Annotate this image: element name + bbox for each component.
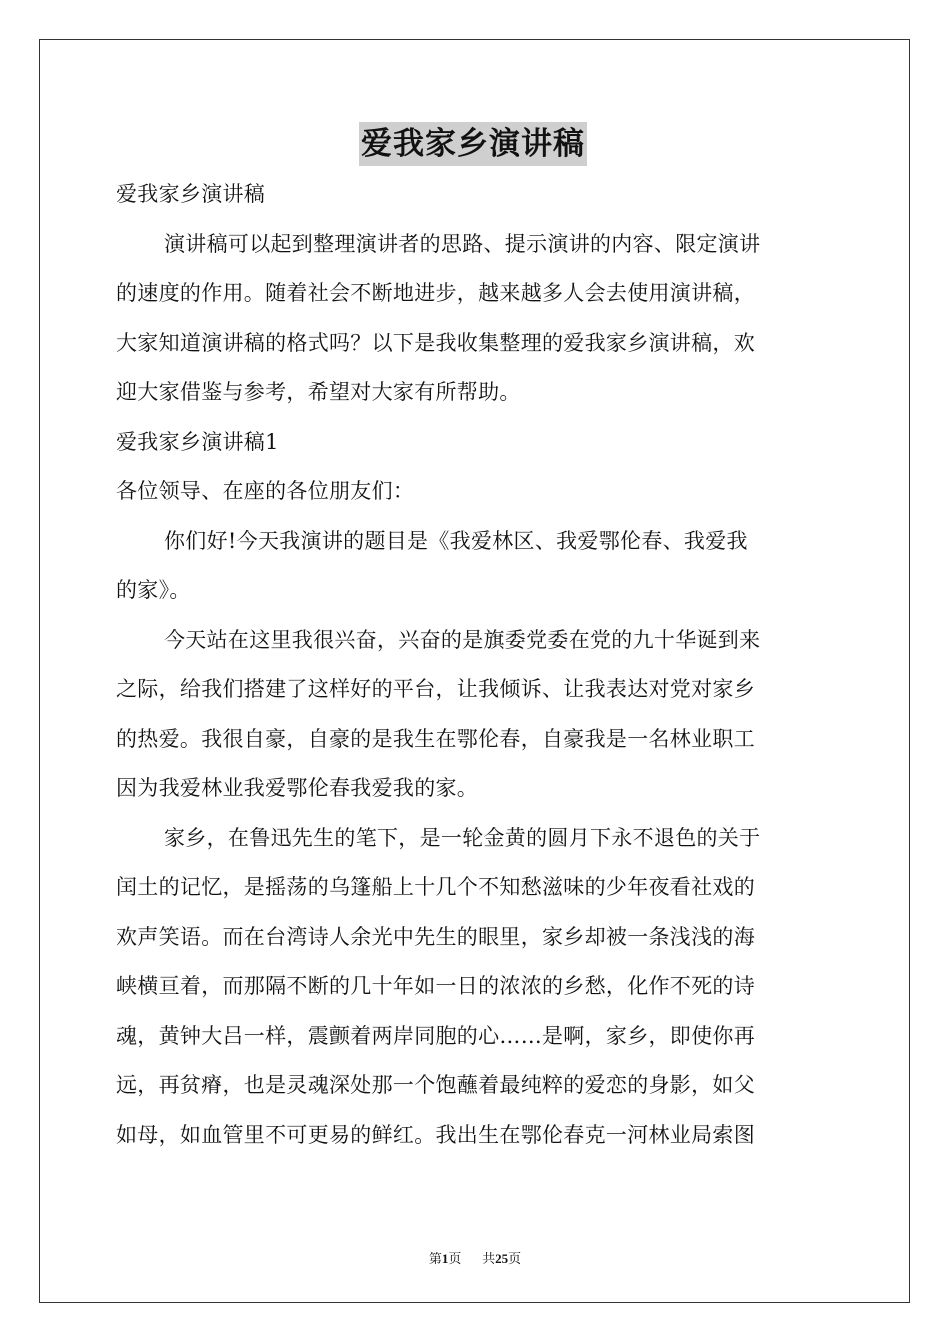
text-line: 峡横亘着，而那隔不断的几十年如一日的浓浓的乡愁，化作不死的诗	[116, 974, 755, 998]
text-line: 的热爱。我很自豪，自豪的是我生在鄂伦春，自豪我是一名林业职工	[116, 726, 755, 751]
title-row	[114, 122, 832, 170]
intro-paragraph	[116, 220, 832, 418]
section-heading: 爱我家乡演讲稿1	[116, 429, 279, 454]
document-title: 爱我家乡演讲稿	[359, 122, 587, 166]
text-line: 魂，黄钟大吕一样，震颤着两岸同胞的心……是啊，家乡，即使你再	[116, 1023, 755, 1048]
total-pages: 25	[495, 1251, 509, 1266]
text-line: 闰土的记忆，是摇荡的乌篷船上十几个不知愁滋味的少年夜看社戏的	[116, 875, 755, 899]
text-line: 的速度的作用。随着社会不断地进步，越来越多人会去使用演讲稿，	[116, 281, 755, 305]
text-line: 迎大家借鉴与参考，希望对大家有所帮助。	[116, 380, 521, 404]
page-number: 1	[441, 1251, 449, 1266]
document-subtitle: 爱我家乡演讲稿	[116, 182, 266, 206]
paragraph-1	[116, 517, 832, 616]
paragraph-2	[116, 616, 832, 814]
text-line: 之际，给我们搭建了这样好的平台，让我倾诉、让我表达对党对家乡	[116, 677, 755, 701]
text-line: 的家》。	[116, 578, 191, 602]
text-line: 家乡，在鲁迅先生的笔下，是一轮金黄的圆月下永不退色的关于	[164, 825, 761, 850]
text-line: 今天站在这里我很兴奋，兴奋的是旗委党委在党的九十华诞到来	[164, 627, 761, 652]
text-line: 远，再贫瘠，也是灵魂深处那一个饱蘸着最纯粹的爱恋的身影，如父	[116, 1073, 755, 1097]
document-body	[116, 122, 832, 1160]
text-line: 演讲稿可以起到整理演讲者的思路、提示演讲的内容、限定演讲	[164, 231, 761, 256]
text-line: 欢声笑语。而在台湾诗人余光中先生的眼里，家乡却被一条浅浅的海	[116, 924, 755, 949]
text-line: 因为我爱林业我爱鄂伦春我爱我的家。	[116, 776, 479, 800]
paragraph-3	[116, 814, 832, 1161]
page-prefix: 第	[428, 1252, 442, 1267]
text-line: 你们好!今天我演讲的题目是《我爱林区、我爱鄂伦春、我爱我	[164, 528, 748, 553]
text-line: 大家知道演讲稿的格式吗？以下是我收集整理的爱我家乡演讲稿，欢	[116, 330, 755, 355]
text-line: 如母，如血管里不可更易的鲜红。我出生在鄂伦春克一河林业局索图	[116, 1122, 755, 1147]
total-suffix: 页	[508, 1252, 522, 1267]
page-suffix: 页	[448, 1252, 462, 1267]
page-footer	[0, 1248, 950, 1267]
total-prefix: 共	[482, 1252, 496, 1267]
salutation: 各位领导、在座的各位朋友们：	[116, 479, 415, 503]
